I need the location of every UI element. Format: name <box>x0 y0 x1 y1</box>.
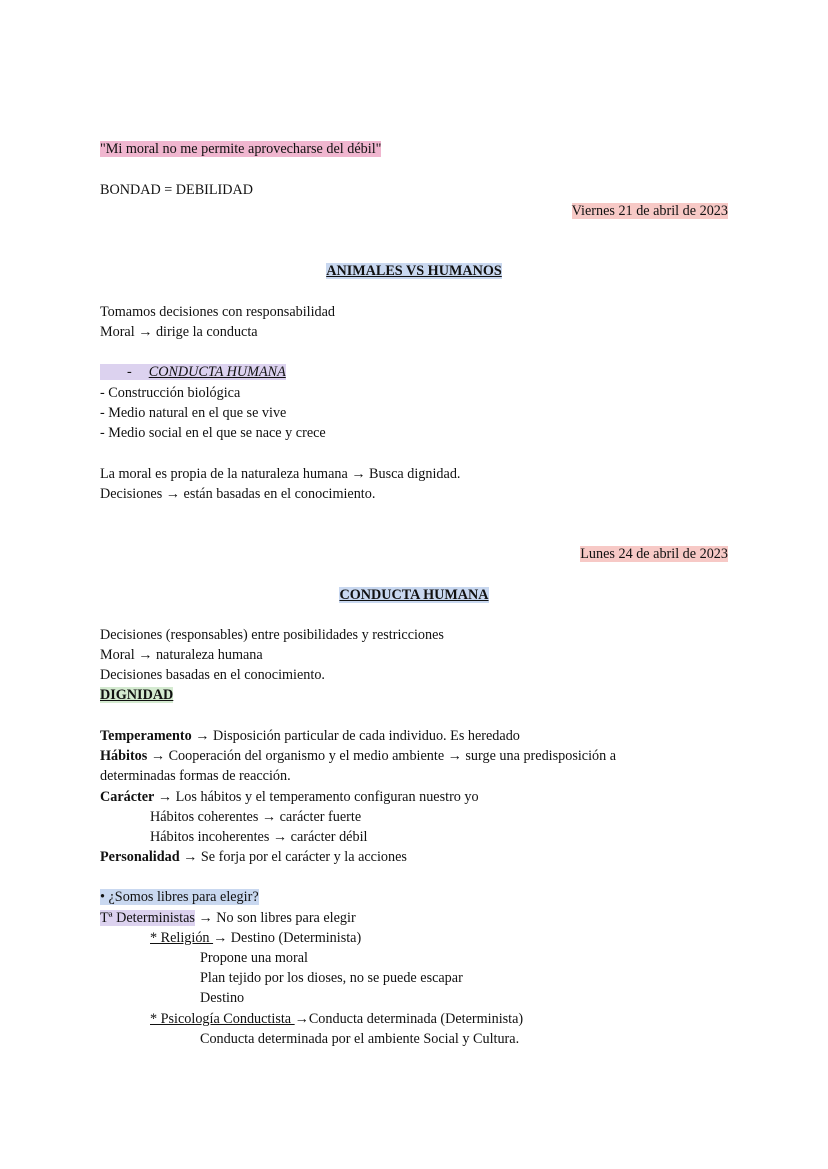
psicologia-sub1: Conducta determinada por el ambiente Social y Cultura. <box>200 1031 520 1047</box>
list-item: - Construcción biológica <box>100 385 241 401</box>
deterministas-line: Tª Deterministas → No son libres para elegir <box>100 910 356 926</box>
date-monday: Lunes 24 de abril de 2023 <box>580 546 728 562</box>
list-item: - Medio social en el que se nace y crece <box>100 425 326 441</box>
habitos-line: Hábitos → Cooperación del organismo y el medio ambiente → surge una predisposición a <box>100 748 617 764</box>
s1-line3: La moral es propia de la naturaleza humana → Busca dignidad. <box>100 466 461 482</box>
conducta-humana-bullet: - CONDUCTA HUMANA <box>100 362 286 382</box>
caracter-line: Carácter → Los hábitos y el temperamento configuran nuestro yo <box>100 789 479 805</box>
s2-line2: Moral → naturaleza humana <box>100 647 263 663</box>
s1-line1: Tomamos decisiones con responsabilidad <box>100 304 336 320</box>
religion-sub2: Plan tejido por los dioses, no se puede escapar <box>200 970 463 986</box>
date-friday: Viernes 21 de abril de 2023 <box>571 203 728 219</box>
s1-line2: Moral → dirige la conducta <box>100 324 258 340</box>
bullet-dash: - <box>127 364 132 380</box>
dignidad-label: DIGNIDAD <box>100 687 174 703</box>
s2-line1: Decisiones (responsables) entre posibilidades y restricciones <box>100 627 444 643</box>
title-conducta-humana: CONDUCTA HUMANA <box>339 587 489 603</box>
list-item: - Medio natural en el que se vive <box>100 405 287 421</box>
s2-line3: Decisiones basadas en el conocimiento. <box>100 667 325 683</box>
habitos-continuation: determinadas formas de reacción. <box>100 768 291 784</box>
personalidad-line: Personalidad → Se forja por el carácter y la acciones <box>100 849 407 865</box>
temperamento-line: Temperamento → Disposición particular de cada individuo. Es heredado <box>100 728 520 744</box>
caracter-sub1: Hábitos coherentes → carácter fuerte <box>150 809 362 825</box>
religion-sub1: Propone una moral <box>200 950 308 966</box>
question-line: • ¿Somos libres para elegir? <box>100 889 259 905</box>
religion-line: * Religión → Destino (Determinista) <box>150 930 362 946</box>
title-animales-vs-humanos: ANIMALES VS HUMANOS <box>326 263 502 279</box>
quote-line: "Mi moral no me permite aprovecharse del débil" <box>100 141 382 157</box>
psicologia-line: * Psicología Conductista →Conducta determinada (Determinista) <box>150 1011 524 1027</box>
caracter-sub2: Hábitos incoherentes → carácter débil <box>150 829 368 845</box>
religion-sub3: Destino <box>200 990 245 1006</box>
s1-line4: Decisiones → están basadas en el conocimiento. <box>100 486 376 502</box>
equation-line: BONDAD = DEBILIDAD <box>100 182 254 198</box>
